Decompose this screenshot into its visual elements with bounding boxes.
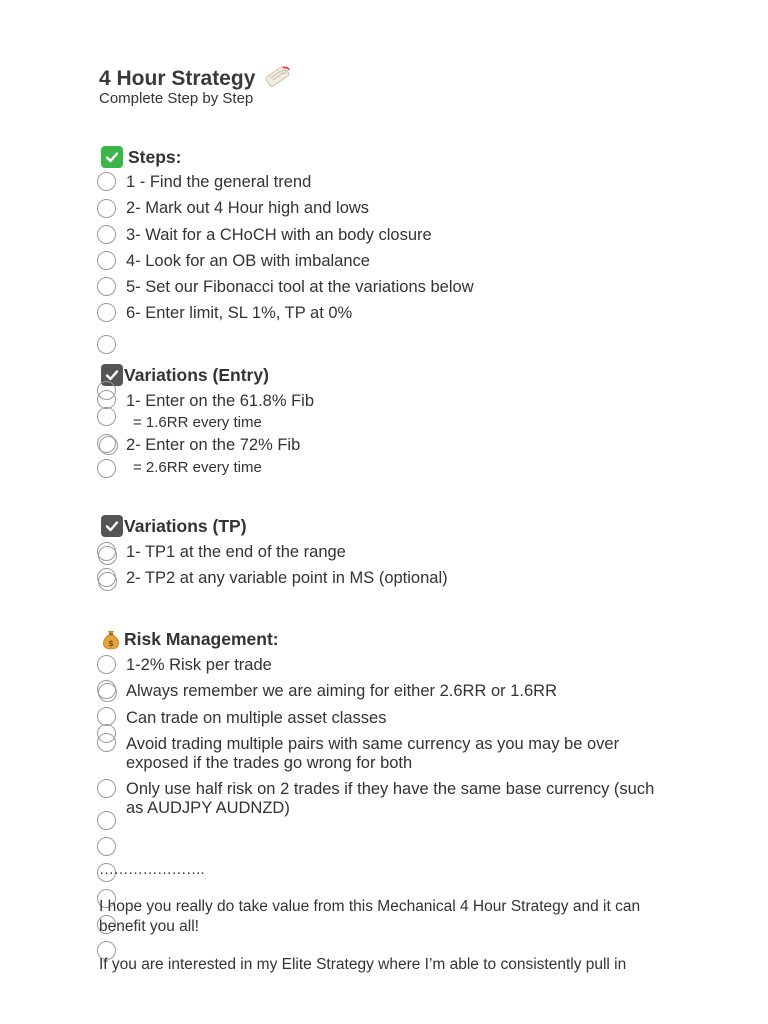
empty-checkbox[interactable] [97,335,116,354]
risk-heading: Risk Management: [124,629,279,649]
page-subtitle: Complete Step by Step [99,90,254,107]
entry-2-rr-text: = 2.6RR every time [133,459,262,476]
risk-5-text: Only use half risk on 2 trades if they have the same base currency (such as AUDJPY AUDNZD) [126,780,655,817]
tp-1-text: 1- TP1 at the end of the range [126,543,346,561]
step-6-checkbox[interactable] [97,303,116,322]
entry-2-rr-checkbox[interactable] [97,459,116,478]
step-2-text: 2- Mark out 4 Hour high and lows [126,199,370,217]
step-4-checkbox[interactable] [97,251,116,270]
green-check-icon [101,146,123,168]
tp-2-checkbox-overlap[interactable] [98,572,117,591]
dots-divider: …………………. [99,861,205,878]
empty-checkbox-1[interactable] [97,811,116,830]
entry-1-text: 1- Enter on the 61.8% Fib [126,392,315,410]
variations-entry-heading: Variations (Entry) [124,365,269,385]
risk-4-text: Avoid trading multiple pairs with same currency as you may be over exposed if the trades go wrong for both [126,735,620,772]
step-5-text: 5- Set our Fibonacci tool at the variations below [126,278,474,296]
empty-checkbox-2[interactable] [97,837,116,856]
step-1-text: 1 - Find the general trend [126,173,312,191]
grey-check-icon [101,515,123,537]
risk-5-checkbox[interactable] [97,779,116,798]
entry-2-checkbox-overlap[interactable] [99,436,118,455]
tp-1-checkbox-overlap[interactable] [98,546,117,565]
page-title-text: 4 Hour Strategy [99,67,256,90]
step-4-text: 4- Look for an OB with imbalance [126,252,370,270]
step-3-text: 3- Wait for a CHoCH with an body closure [126,226,432,244]
step-3-checkbox[interactable] [97,225,116,244]
closing-paragraph-1: I hope you really do take value from this Mechanical 4 Hour Strategy and it can benefit you all! [99,898,641,935]
step-1-checkbox[interactable] [97,172,116,191]
page-title [99,64,291,91]
risk-4-checkbox[interactable] [97,733,116,752]
entry-1-rr-checkbox[interactable] [97,407,116,426]
entry-1-rr-text: = 1.6RR every time [133,414,262,431]
risk-2-text: Always remember we are aiming for either 2.6RR or 1.6RR [126,682,557,700]
tp-2-text: 2- TP2 at any variable point in MS (optional) [126,569,448,587]
closing-paragraph-2: If you are interested in my Elite Strategy where I’m able to consistently pull in [99,956,627,973]
steps-heading: Steps: [128,147,182,167]
risk-1-checkbox[interactable] [97,655,116,674]
svg-text:$: $ [108,639,114,648]
step-6-text: 6- Enter limit, SL 1%, TP at 0% [126,304,353,322]
risk-1-text: 1-2% Risk per trade [126,656,272,674]
money-bag-icon [101,628,121,655]
label-tag-icon [263,64,291,88]
entry-2-text: 2- Enter on the 72% Fib [126,436,301,454]
variations-tp-heading: Variations (TP) [124,516,247,536]
step-2-checkbox[interactable] [97,199,116,218]
risk-2-checkbox-overlap[interactable] [98,683,117,702]
risk-3-text: Can trade on multiple asset classes [126,709,387,727]
step-5-checkbox[interactable] [97,277,116,296]
